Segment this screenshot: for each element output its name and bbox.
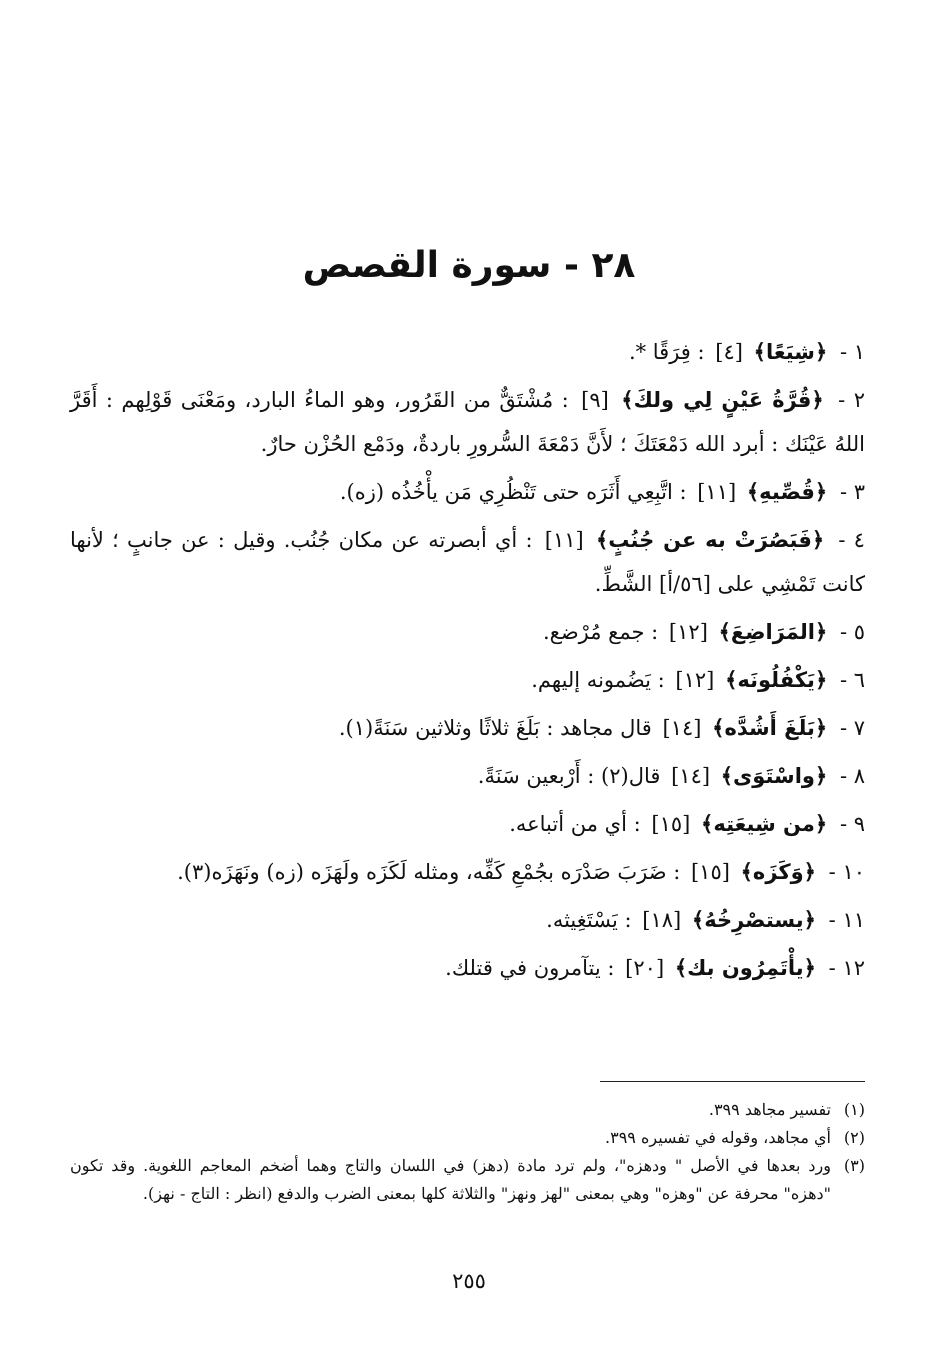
- entry-verse-ref: [١٥]: [690, 860, 730, 884]
- entry-4: [70, 518, 865, 606]
- entry-9: [70, 802, 865, 846]
- entry-gloss: قال مجاهد : بَلَغَ ثلاثًا وثلاثين سَنَةً(١).: [338, 716, 652, 740]
- footnote-number: (١): [843, 1100, 865, 1119]
- entry-gloss: : أي أبصرته عن مكان جُنُب. وقيل : عن جانبٍ ؛ لأنها كانت تَمْشِي على [٥٦/أ] الشَّطِّ.: [70, 528, 865, 596]
- entry-verse-ref: [١١]: [697, 480, 737, 504]
- entry-gloss: : جمع مُرْضع.: [542, 620, 659, 644]
- footnote-text: تفسير مجاهد ٣٩٩.: [708, 1100, 831, 1119]
- entry-gloss: : مُشْتَقٌّ من القَرُور، وهو الماءُ البارد، ومَعْنَى قَوْلِهم : أَقَرَّ اللهُ عَيْنَك : أبرد الله دَمْعَتَكَ ؛ لأَنَّ دَمْعَةَ السُّرورِ باردةٌ، ودَمْع الحُزْن حارٌ.: [70, 388, 865, 456]
- entry-gloss: : فِرَقًا *.: [628, 340, 705, 364]
- entry-number: ١ -: [839, 340, 865, 364]
- entry-number: ٧ -: [839, 716, 865, 740]
- entry-word: ﴿يَكْفُلُونَه﴾: [725, 668, 828, 692]
- entry-number: ١٢ -: [828, 956, 865, 980]
- entry-1: [70, 330, 865, 374]
- entry-word: ﴿بَلَغَ أَشُدَّه﴾: [712, 716, 828, 740]
- footnote-text: أي مجاهد، وقوله في تفسيره ٣٩٩.: [605, 1128, 831, 1147]
- entry-gloss: قال(٢) : أَرْبعين سَنَةً.: [477, 764, 661, 788]
- entry-word: ﴿شِيَعًا﴾: [753, 340, 828, 364]
- entry-verse-ref: [٤]: [715, 340, 743, 364]
- entries-list: [70, 330, 865, 994]
- entry-6: [70, 658, 865, 702]
- footnote-text: ورد بعدها في الأصل " ودهزه"، ولم ترد مادة (دهز) في اللسان والتاج وهما أضخم المعاجم اللغوية. وقد تكون "دهزه" محرفة عن "وهزه" وهي بمعنى "لهز ونهز" والثلاثة كلها بمعنى الضرب والدفع (انظر : التاج - نهز).: [70, 1156, 831, 1203]
- entry-verse-ref: [١٨]: [642, 908, 682, 932]
- entry-gloss: : اتَّبِعِي أَثَرَه حتى تَنْظُرِي مَن يأْخُذُه (زه).: [339, 480, 687, 504]
- entry-verse-ref: [١٢]: [675, 668, 715, 692]
- page-number: ٢٥٥: [452, 1269, 486, 1293]
- footnote-number: (٢): [843, 1128, 865, 1147]
- entry-verse-ref: [١٢]: [668, 620, 708, 644]
- footnotes: [70, 1096, 865, 1208]
- entry-gloss: : ضَرَبَ صَدْرَه بجُمْعِ كَفِّه، ومثله لَكَزَه ولَهَزَه (زه) ونَهَزَه(٣).: [177, 860, 681, 884]
- entry-word: ﴿واسْتَوَى﴾: [720, 764, 828, 788]
- entry-word: ﴿يستصْرِخُهُ﴾: [691, 908, 816, 932]
- entry-verse-ref: [٢٠]: [625, 956, 665, 980]
- entry-number: ٣ -: [839, 480, 865, 504]
- entry-word: ﴿المَرَاضِعَ﴾: [718, 620, 828, 644]
- entry-verse-ref: [١٥]: [651, 812, 691, 836]
- entry-8: [70, 754, 865, 798]
- entry-number: ٥ -: [839, 620, 865, 644]
- entry-11: [70, 898, 865, 942]
- entry-3: [70, 470, 865, 514]
- entry-2: [70, 378, 865, 466]
- entry-number: ٨ -: [839, 764, 865, 788]
- entry-verse-ref: [٩]: [581, 388, 609, 412]
- footnote-3: [70, 1152, 865, 1208]
- entry-number: ١٠ -: [828, 860, 865, 884]
- entry-word: ﴿من شِيعَتِه﴾: [701, 812, 828, 836]
- footnote-2: [70, 1124, 865, 1152]
- entry-number: ٤ -: [838, 528, 865, 552]
- entry-word: ﴿قُرَّةُ عَيْنٍ لِي ولكَ﴾: [621, 388, 824, 412]
- surah-title: ٢٨ - سورة القصص: [302, 245, 636, 286]
- entry-verse-ref: [١١]: [544, 528, 584, 552]
- entry-number: ٦ -: [839, 668, 865, 692]
- entry-gloss: : أي من أتباعه.: [509, 812, 641, 836]
- entry-word: ﴿يأْتَمِرُون بك﴾: [674, 956, 816, 980]
- entry-gloss: : يَسْتَغِيثه.: [546, 908, 632, 932]
- entry-12: [70, 946, 865, 990]
- entry-verse-ref: [١٤]: [662, 716, 702, 740]
- entry-5: [70, 610, 865, 654]
- entry-gloss: : يتآمرون في قتلك.: [445, 956, 615, 980]
- entry-word: ﴿قُصِّيهِ﴾: [746, 480, 828, 504]
- footnote-1: [70, 1096, 865, 1124]
- entry-word: ﴿وَكَزَه﴾: [740, 860, 816, 884]
- entry-gloss: : يَضُمونه إليهم.: [531, 668, 665, 692]
- entry-word: ﴿فَبَصُرَتْ به عن جُنُبٍ﴾: [595, 528, 825, 552]
- footnote-divider: [600, 1081, 865, 1082]
- footnote-number: (٣): [843, 1156, 865, 1175]
- entry-7: [70, 706, 865, 750]
- entry-number: ١١ -: [828, 908, 865, 932]
- entry-number: ٢ -: [838, 388, 865, 412]
- entry-number: ٩ -: [839, 812, 865, 836]
- entry-verse-ref: [١٤]: [671, 764, 711, 788]
- entry-10: [70, 850, 865, 894]
